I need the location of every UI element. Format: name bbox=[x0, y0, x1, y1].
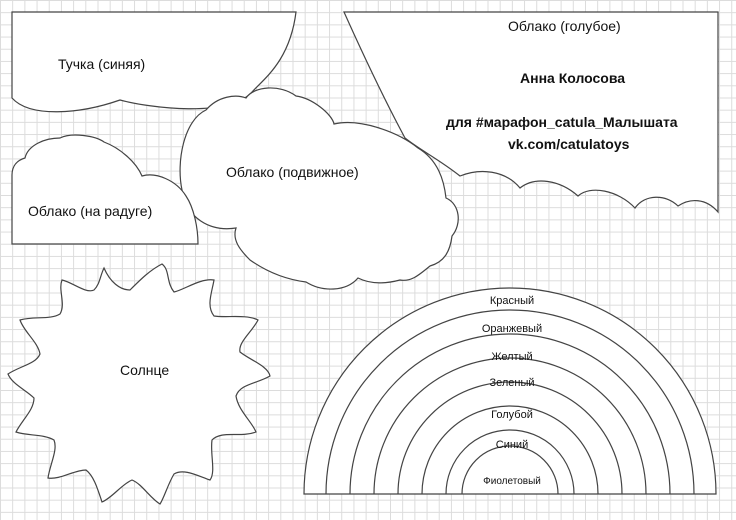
label-oblako-goluboe: Облако (голубое) bbox=[508, 18, 621, 34]
label-solnce: Солнце bbox=[120, 362, 170, 378]
label-oblako-podvizhnoe: Облако (подвижное) bbox=[226, 164, 359, 180]
label-vk: vk.com/catulatoys bbox=[508, 136, 630, 152]
oblako-raduga-shape bbox=[12, 135, 198, 244]
rainbow-label: Зеленый bbox=[489, 377, 535, 389]
rainbow-label: Фиолетовый bbox=[483, 476, 541, 487]
label-oblako-raduga: Облако (на радуге) bbox=[28, 203, 153, 219]
rainbow-shape bbox=[304, 288, 716, 494]
rainbow-label: Красный bbox=[489, 295, 535, 307]
rainbow-label: Оранжевый bbox=[481, 323, 543, 335]
rainbow-label: Синий bbox=[495, 439, 529, 451]
label-tuchka: Тучка (синяя) bbox=[58, 56, 146, 72]
rainbow-label: Голубой bbox=[491, 409, 533, 421]
solnce-shape bbox=[8, 264, 270, 504]
label-marathon: для #марафон_catula_Малышата bbox=[446, 114, 678, 130]
label-author: Анна Колосова bbox=[520, 70, 626, 86]
rainbow-label: Желтый bbox=[491, 351, 533, 363]
